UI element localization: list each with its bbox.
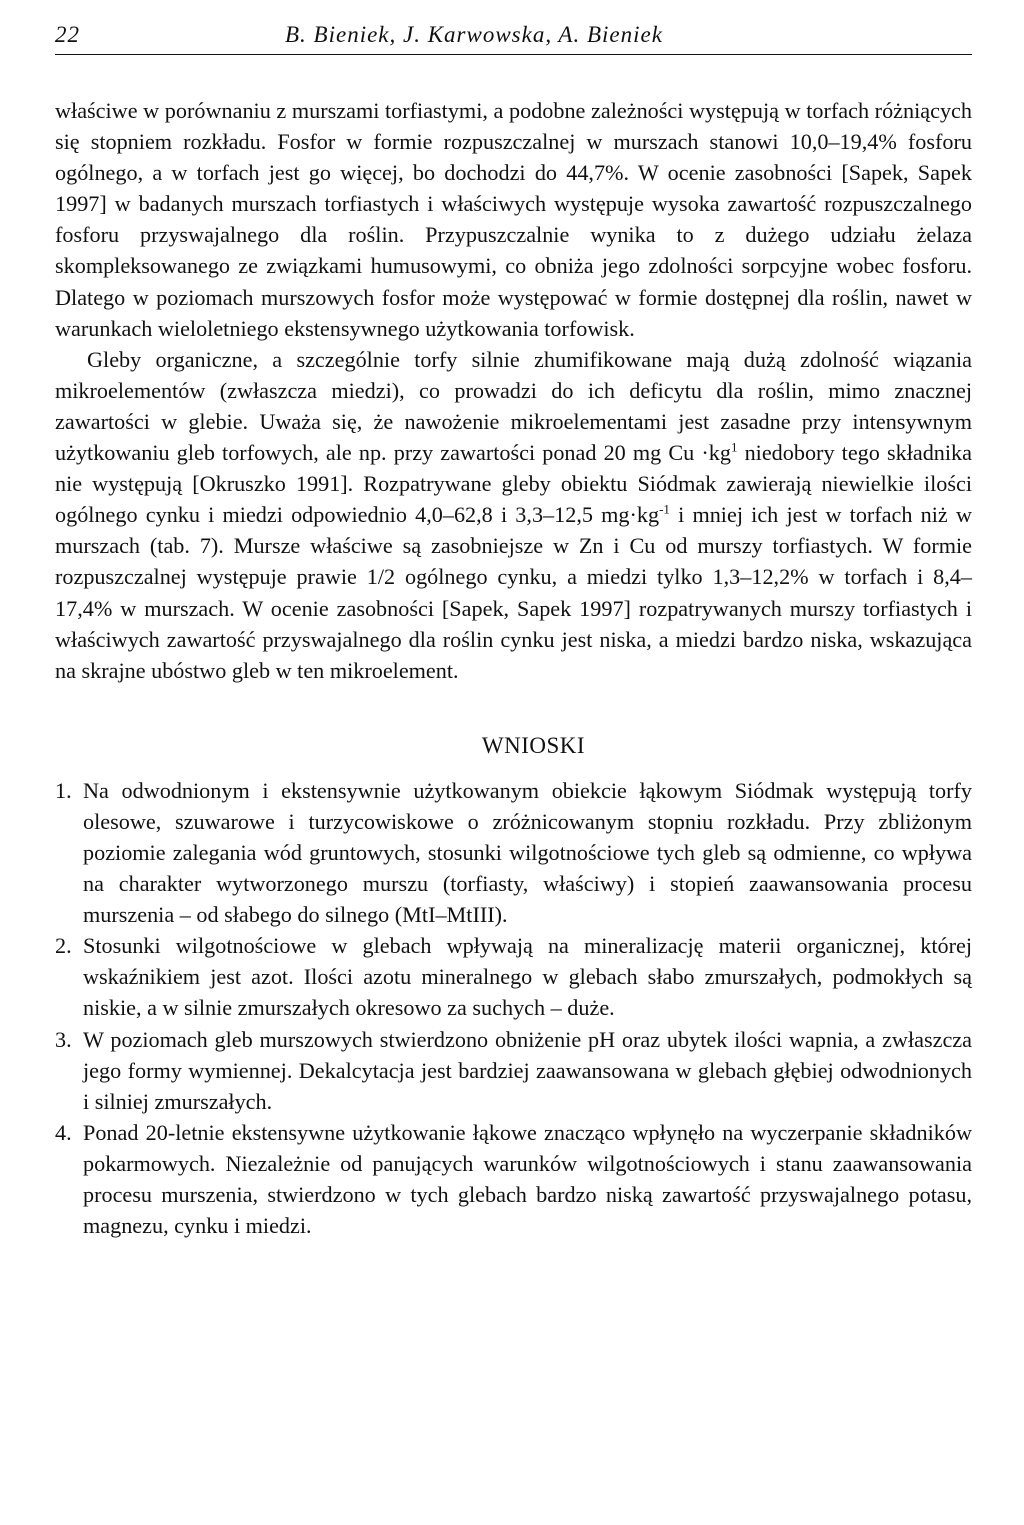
- conclusion-text: Na odwodnionym i ekstensywnie użytkowanym obiekcie łąkowym Siódmak występują torfy olesowe, szuwarowe i turzycowiskowe o zróżnicowanym stopniu rozkładu. Przy zbliżonym poziomie zalegania wód gruntowych, stosunki wilgotnościowe tych gleb są odmienne, co wpływa na charakter wytworzonego murszu (torfiasty, właściwy) i stopień zaawansowania procesu murszenia – od słabego do silnego (MtI–MtIII).: [83, 777, 972, 928]
- section-title-conclusions: WNIOSKI: [481, 732, 586, 758]
- conclusions-list: [55, 775, 972, 1241]
- body-text: [55, 95, 972, 686]
- conclusion-text: W poziomach gleb murszowych stwierdzono obniżenie pH oraz ubytek ilości wapnia, a zwłaszcza jego formy wymiennej. Dekalcytacja jest bardziej zaawansowana w glebach głębiej odwodnionych i silniej zmurszałych.: [83, 1026, 972, 1114]
- paragraph-2-part-3: i mniej ich jest w torfach niż w murszach (tab. 7). Mursze właściwe są zasobniejsze w Zn i Cu od murszy torfiastych. W formie rozpuszczalnej występuje prawie 1/2 ogólnego cynku, a miedzi tylko 1,3–12,2% w torfach i 8,4–17,4% w murszach. W ocenie zasobności [Sapek, Sapek 1997] rozpatrywanych murszy torfiastych i właściwych zawartość przyswajalnego dla roślin cynku jest niska, a miedzi bardzo niska, wskazująca na skrajne ubóstwo gleb w ten mikroelement.: [55, 502, 972, 683]
- conclusion-item: [55, 1024, 972, 1117]
- paragraph-2-part-1: Gleby organiczne, a szczególnie torfy silnie zhumifikowane mają dużą zdolność wiązania mikroelementów (zwłaszcza miedzi), co prowadzi do ich deficytu dla roślin, mimo znacznej zawartości w glebie. Uważa się, że nawożenie mikroelementami jest zasadne przy intensywnym użytkowaniu gleb torfowych, ale np. przy zawartości ponad 20 mg Cu ·kg: [55, 346, 972, 466]
- paragraph-2-part-2: niedobory tego składnika nie występują [Okruszko 1991]. Rozpatrywane gleby obiektu Siódmak zawierają niewielkie ilości ogólnego cynku i miedzi odpowiednio 4,0–62,8 i 3,3–12,5 mg·kg: [55, 440, 973, 528]
- superscript-1: 1: [730, 439, 738, 455]
- paragraph-2: [55, 344, 972, 686]
- conclusion-item: [55, 1117, 972, 1241]
- page-number: 22: [55, 22, 80, 47]
- running-head-authors: B. Bieniek, J. Karwowska, A. Bieniek: [285, 22, 663, 47]
- superscript-2: -1: [659, 501, 670, 517]
- conclusion-number: 4.: [55, 1119, 72, 1145]
- conclusion-number: 1.: [55, 777, 72, 803]
- paragraph-1: właściwe w porównaniu z murszami torfiastymi, a podobne zależności występują w torfach różniących się stopniem rozkładu. Fosfor w formie rozpuszczalnej w murszach stanowi 10,0–19,4% fosforu ogólnego, a w torfach jest go więcej, bo dochodzi do 44,7%. W ocenie zasobności [Sapek, Sapek 1997] w badanych murszach torfiastych i właściwych występuje wysoka zawartość rozpuszczalnego fosforu przyswajalnego dla roślin. Przypuszczalnie wynika to z dużego udziału żelaza skompleksowanego ze związkami humusowymi, co obniża jego zdolności sorpcyjne wobec fosforu. Dlatego w poziomach murszowych fosfor może występować w formie dostępnej dla roślin, nawet w warunkach wieloletniego ekstensywnego użytkowania torfowisk.: [55, 98, 972, 341]
- conclusion-text: Ponad 20-letnie ekstensywne użytkowanie łąkowe znacząco wpłynęło na wyczerpanie składników pokarmowych. Niezależnie od panujących warunków wilgotnościowych i stanu zaawansowania procesu murszenia, stwierdzono w tych glebach bardzo niską zawartość przyswajalnego potasu, magnezu, cynku i miedzi.: [83, 1119, 972, 1239]
- conclusion-number: 3.: [55, 1026, 72, 1052]
- page: [55, 22, 972, 1241]
- running-head: [55, 22, 972, 55]
- conclusion-item: [55, 930, 972, 1023]
- conclusion-item: [55, 775, 972, 930]
- conclusion-text: Stosunki wilgotnościowe w glebach wpływają na mineralizację materii organicznej, której wskaźnikiem jest azot. Ilości azotu mineralnego w glebach słabo zmurszałych, podmokłych są niskie, a w silnie zmurszałych okresowo za suchych – duże.: [83, 933, 972, 1021]
- conclusion-number: 2.: [55, 933, 72, 959]
